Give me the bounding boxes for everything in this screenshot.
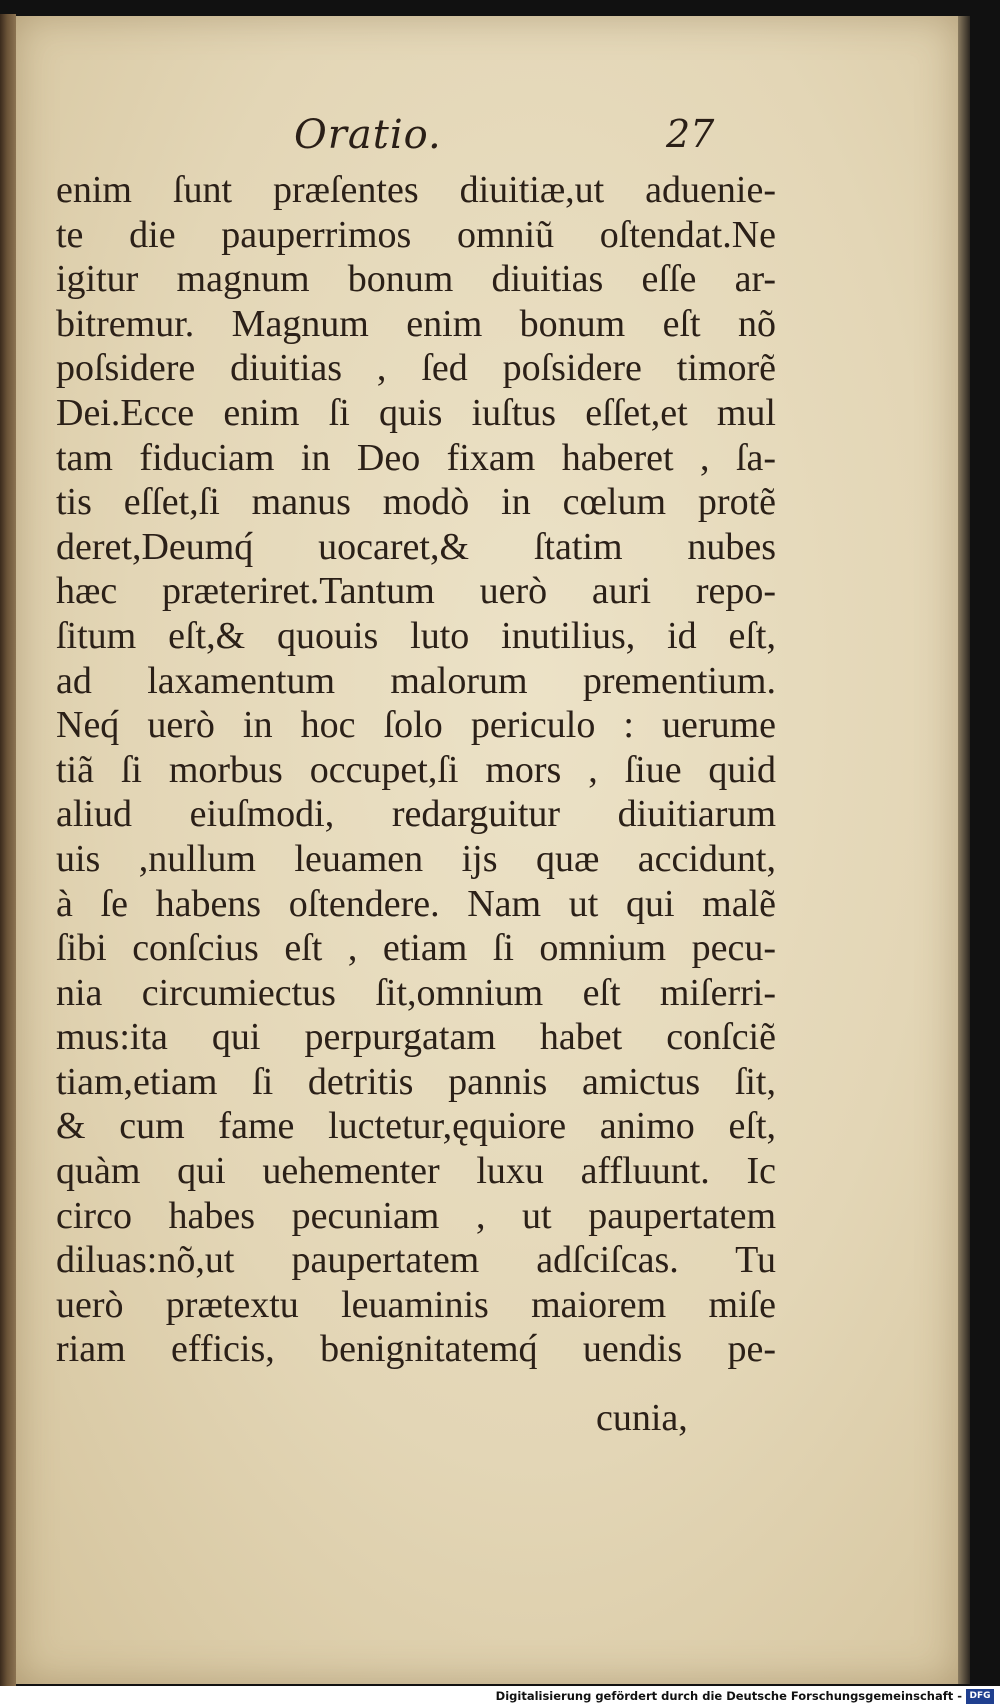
dfg-logo-icon: DFG [966,1689,994,1704]
page-edge-shadow [958,16,970,1684]
text-line: circo habes pecuniam , ut paupertatem [56,1194,776,1237]
page-number: 27 [666,112,715,156]
adjacent-page-edge [0,14,16,1686]
text-line: enim ſunt præſentes diuitiæ,ut aduenie- [56,169,776,211]
text-line: te die pauperrimos omniũ oſtendat.Ne [56,213,776,256]
text-line: hæc præteriret.Tantum uerò auri repo- [56,570,776,613]
text-line: tis eſſet,ſi manus modò in cœlum protẽ [56,481,776,524]
text-line: igitur magnum bonum diuitias eſſe ar- [56,258,776,301]
text-line: ſitum eſt,& quouis luto inutilius, id eſt, [56,614,776,657]
text-line: nia circumiectus ſit,omnium eſt miſerri- [56,971,776,1014]
digitization-footer [0,1686,1000,1708]
text-line: tiam,etiam ſi detritis pannis amictus ſit, [56,1060,776,1103]
catchword: cunia, [596,1397,688,1439]
text-line: uerò prætextu leuaminis maiorem miſe [56,1283,776,1326]
text-line: tiã ſi morbus occupet,ſi mors , ſiue quid [56,748,776,791]
text-line: riam efficis, benignitatemq́ uendis pe- [56,1328,776,1371]
text-line: aliud eiuſmodi, redarguitur diuitiarum [56,793,776,836]
funding-credit: Digitalisierung gefördert durch die Deutsche Forschungsgemeinschaft - [495,1689,962,1703]
text-line: ſibi conſcius eſt , etiam ſi omnium pecu- [56,927,776,970]
text-line: à ſe habens oſtendere. Nam ut qui malẽ [56,882,776,925]
text-line: deret,Deumq́ uocaret,& ſtatim nubes [56,525,776,568]
text-line: mus:ita qui perpurgatam habet conſciẽ [56,1016,776,1059]
text-line: ad laxamentum malorum prementium. [56,659,776,702]
text-line: Dei.Ecce enim ſi quis iuſtus eſſet,et mul [56,391,776,434]
book-page [16,16,958,1684]
text-line: & cum fame luctetur,ęquiore animo eſt, [56,1105,776,1148]
text-line: quàm qui uehementer luxu affluunt. Ic [56,1150,776,1193]
text-line: bitremur. Magnum enim bonum eſt nõ [56,302,776,345]
text-line: tam fiduciam in Deo fixam haberet , ſa- [56,436,776,479]
text-line: uis ,nullum leuamen ijs quæ accidunt, [56,837,776,880]
running-head [16,112,958,172]
body-text [56,168,776,1372]
running-title: Oratio. [294,112,442,158]
text-line: poſsidere diuitias , ſed poſsidere timorẽ [56,347,776,390]
text-line: diluas:nõ,ut paupertatem adſciſcas. Tu [56,1239,776,1282]
text-line: Neq́ uerò in hoc ſolo periculo : uerume [56,704,776,747]
